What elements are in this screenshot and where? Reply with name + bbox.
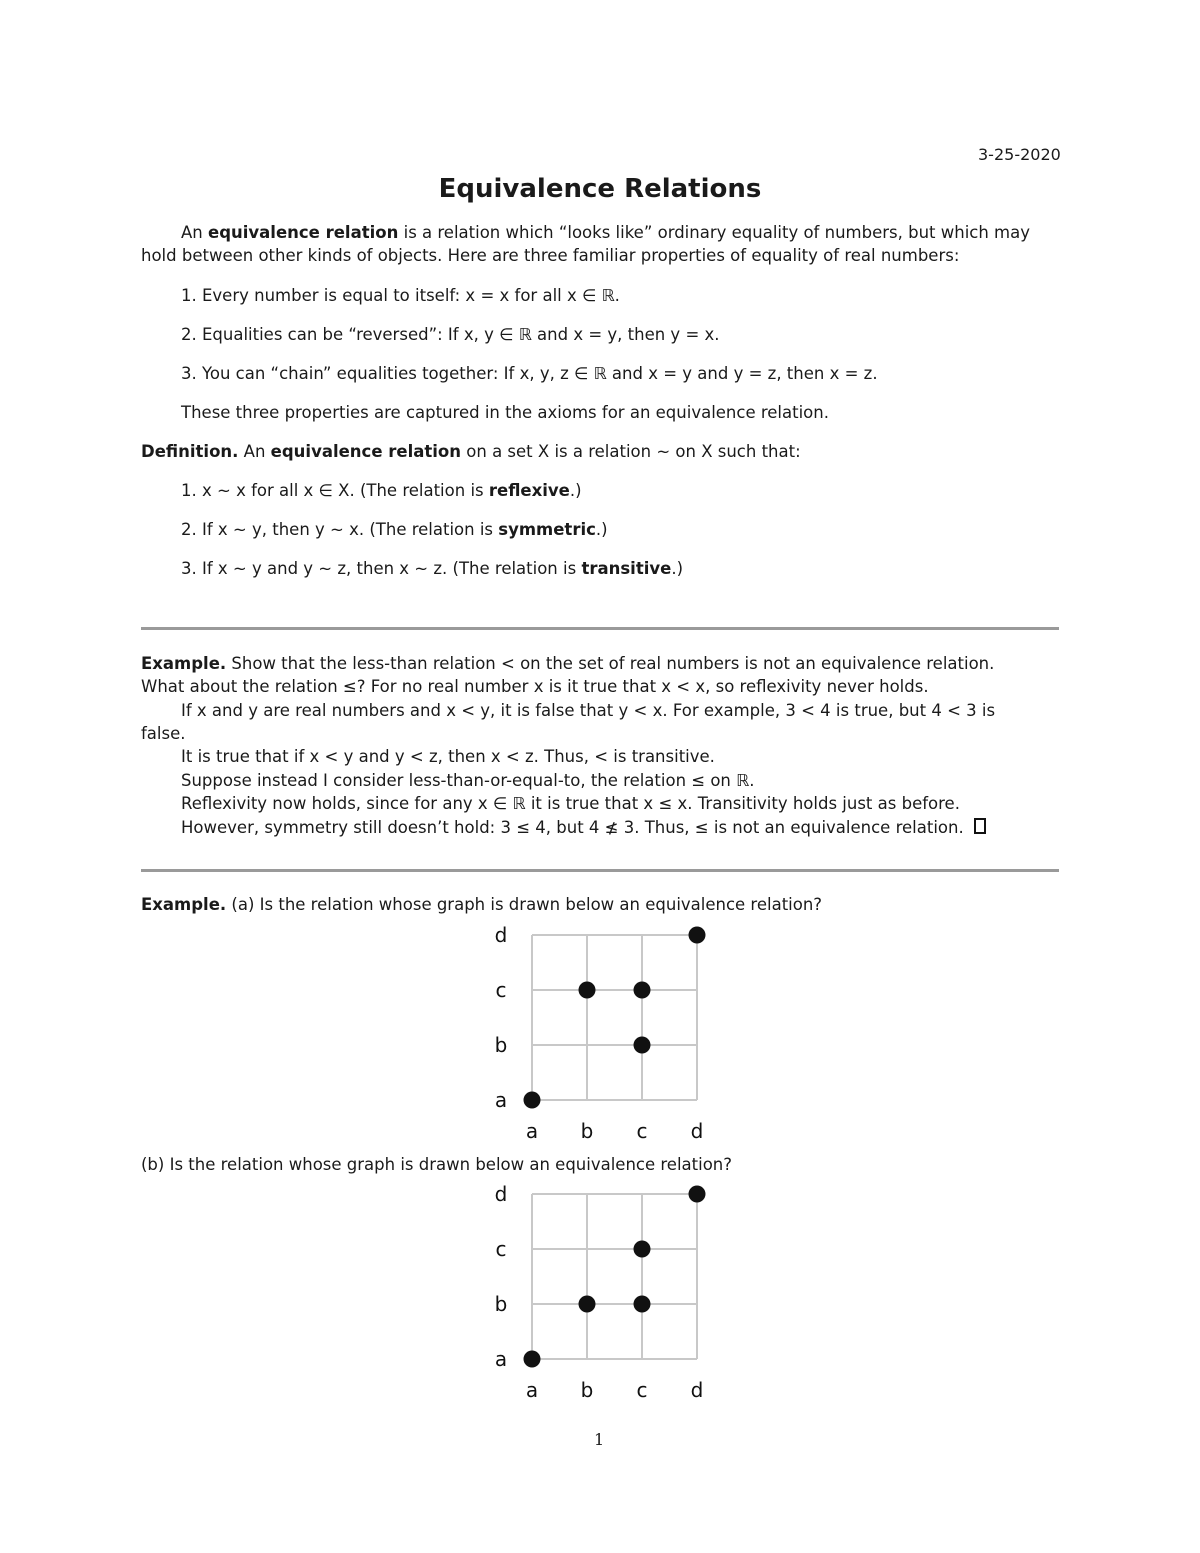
- example1-line-5: It is true that if x < y and y < z, then x < z. Thus, < is transitive.: [181, 747, 715, 766]
- y-tick-label: c: [495, 1237, 507, 1261]
- definition-label: Definition.: [141, 442, 239, 461]
- definition-text: on a set X is a relation ∼ on X such that:: [461, 442, 801, 461]
- item-bold: transitive: [581, 559, 672, 578]
- page-number: 1: [594, 1430, 605, 1449]
- relation-point-c-b: [634, 1296, 651, 1313]
- item-bold: reflexive: [488, 481, 570, 500]
- relation-point-d-d: [689, 1186, 706, 1203]
- example-text: (a) Is the relation whose graph is drawn below an equivalence relation?: [226, 895, 823, 914]
- x-tick-label: a: [525, 1119, 539, 1143]
- example1-line-4: false.: [141, 724, 186, 743]
- y-tick-label: d: [494, 1182, 508, 1206]
- example1-line-6: Suppose instead I consider less-than-or-equal-to, the relation ≤ on ℝ.: [181, 771, 755, 790]
- relation-point-a-a: [524, 1351, 541, 1368]
- y-tick-label: b: [494, 1292, 508, 1316]
- x-tick-label: d: [690, 1119, 704, 1143]
- captured-text: These three properties are captured in the axioms for an equivalence relation.: [181, 403, 829, 422]
- example-text: Show that the less-than relation < on the set of real numbers is not an equivalence relation.: [226, 654, 995, 673]
- item-text: 1. x ∼ x for all x ∈ X. (The relation is: [181, 481, 489, 500]
- item-bold: symmetric: [498, 520, 596, 539]
- date: 3-25-2020: [978, 145, 1061, 164]
- property-2: 2. Equalities can be “reversed”: If x, y ∈ ℝ and x = y, then y = x.: [181, 325, 720, 344]
- example-label: Example.: [141, 895, 227, 914]
- item-text: .): [671, 559, 684, 578]
- example2-line-b: (b) Is the relation whose graph is drawn below an equivalence relation?: [141, 1155, 733, 1174]
- intro-text: is a relation which “looks like” ordinary equality of numbers, but which may: [398, 223, 1030, 242]
- relation-point-c-c: [634, 1241, 651, 1258]
- item-text: 3. If x ∼ y and y ∼ z, then x ∼ z. (The relation is: [181, 559, 582, 578]
- example1-line-2: What about the relation ≤? For no real number x is it true that x < x, so reflexivity never holds.: [141, 677, 929, 696]
- definition-text: An: [238, 442, 271, 461]
- intro-text: An: [181, 223, 208, 242]
- page-title: Equivalence Relations: [438, 174, 762, 204]
- example-text: However, symmetry still doesn’t hold: 3 ≤ 4, but 4 ≰ 3. Thus, ≤ is not an equivalence relation.: [181, 818, 964, 837]
- property-3: 3. You can “chain” equalities together: If x, y, z ∈ ℝ and x = y and y = z, then x = z.: [181, 364, 878, 383]
- x-tick-label: c: [636, 1119, 648, 1143]
- y-tick-label: b: [494, 1033, 508, 1057]
- x-tick-label: c: [636, 1378, 648, 1402]
- property-1: 1. Every number is equal to itself: x = x for all x ∈ ℝ.: [181, 286, 620, 305]
- definition-bold-term: equivalence relation: [270, 442, 462, 461]
- x-tick-label: d: [690, 1378, 704, 1402]
- x-tick-label: b: [580, 1378, 594, 1402]
- intro-bold-term: equivalence relation: [208, 223, 399, 242]
- intro-line-2: hold between other kinds of objects. Here are three familiar properties of equality of real numbers:: [141, 246, 960, 265]
- item-text: .): [569, 481, 582, 500]
- relation-point-b-b: [579, 1296, 596, 1313]
- example-label: Example.: [141, 654, 227, 673]
- x-tick-label: a: [525, 1378, 539, 1402]
- y-tick-label: a: [494, 1088, 508, 1112]
- y-tick-label: c: [495, 978, 507, 1002]
- item-text: 2. If x ∼ y, then y ∼ x. (The relation is: [181, 520, 499, 539]
- x-tick-label: b: [580, 1119, 594, 1143]
- y-tick-label: a: [494, 1347, 508, 1371]
- example1-line-3: If x and y are real numbers and x < y, it is false that y < x. For example, 3 < 4 is true, but 4 < 3 is: [181, 701, 996, 720]
- item-text: .): [595, 520, 608, 539]
- y-tick-label: d: [494, 923, 508, 947]
- example1-line-7: Reflexivity now holds, since for any x ∈ ℝ it is true that x ≤ x. Transitivity holds just as before.: [181, 794, 960, 813]
